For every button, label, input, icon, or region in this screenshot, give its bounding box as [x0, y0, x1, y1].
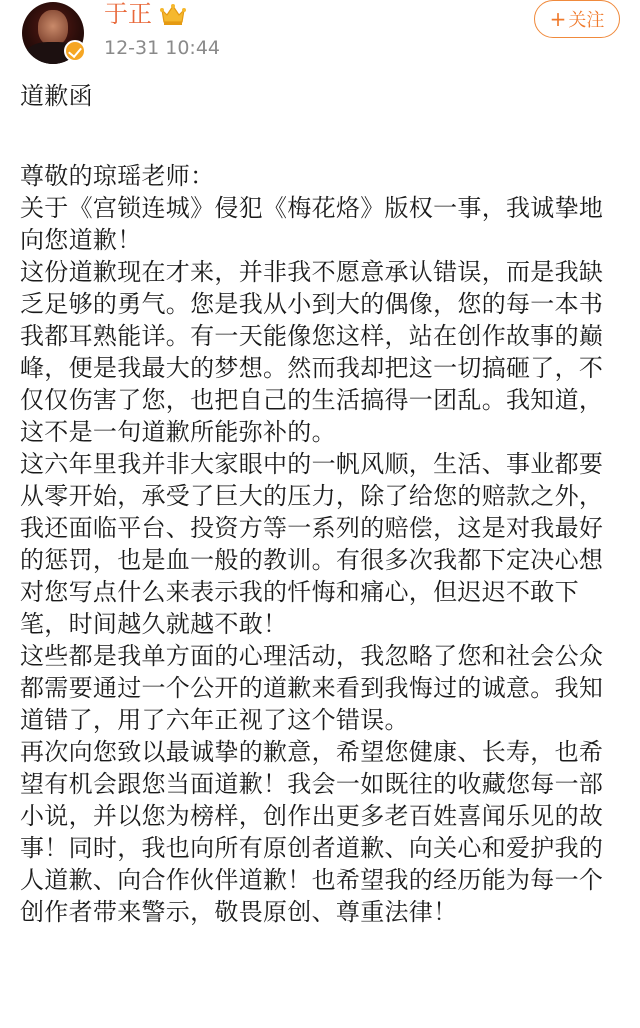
avatar-face — [38, 10, 68, 46]
letter-paragraph: 再次向您致以最诚挚的歉意，希望您健康、长寿，也希望有机会跟您当面道歉！我会一如既往的收藏您每一部小说，并以您为榜样，创作出更多老百姓喜闻乐见的故事！同时，我也向所有原创者道歉、向关心和爱护我的人道歉、向合作伙伴道歉！也希望我的经历能为每一个创作者带来警示，敬畏原创、尊重法律！ — [20, 738, 604, 926]
post-timestamp: 12-31 10:44 — [104, 37, 221, 59]
letter-paragraph: 关于《宫锁连城》侵犯《梅花烙》版权一事，我诚挚地向您道歉！ — [20, 194, 604, 254]
letter-paragraph: 这份道歉现在才来，并非我不愿意承认错误，而是我缺乏足够的勇气。您是我从小到大的偶像，您的每一本书我都耳熟能详。有一天能像您这样，站在创作故事的巅峰，便是我最大的梦想。然而我却把这一切搞砸了，不仅仅伤害了您，也把自己的生活搞得一团乱。我知道，这不是一句道歉所能弥补的。 — [20, 258, 604, 446]
letter-paragraph: 这六年里我并非大家眼中的一帆风顺，生活、事业都要从零开始，承受了巨大的压力，除了给您的赔款之外，我还面临平台、投资方等一系列的赔偿，这是对我最好的惩罚，也是血一般的教训。有很多次我都下定决心想对您写点什么来表示我的忏悔和痛心，但迟迟不敢下笔，时间越久就越不敢！ — [20, 450, 604, 638]
follow-label: 关注 — [568, 10, 605, 31]
follow-button[interactable] — [534, 0, 620, 38]
plus-icon: + — [549, 7, 567, 31]
crown-icon[interactable] — [160, 2, 186, 26]
post-content — [20, 80, 626, 928]
letter-salutation: 尊敬的琼瑶老师： — [20, 162, 215, 190]
verified-badge-icon — [64, 40, 86, 62]
username[interactable]: 于正 — [104, 0, 152, 28]
letter-paragraph: 这些都是我单方面的心理活动，我忽略了您和社会公众都需要通过一个公开的道歉来看到我悔过的诚意。我知道错了，用了六年正视了这个错误。 — [20, 642, 604, 734]
letter-title: 道歉函 — [20, 82, 93, 110]
post-header — [0, 0, 640, 66]
